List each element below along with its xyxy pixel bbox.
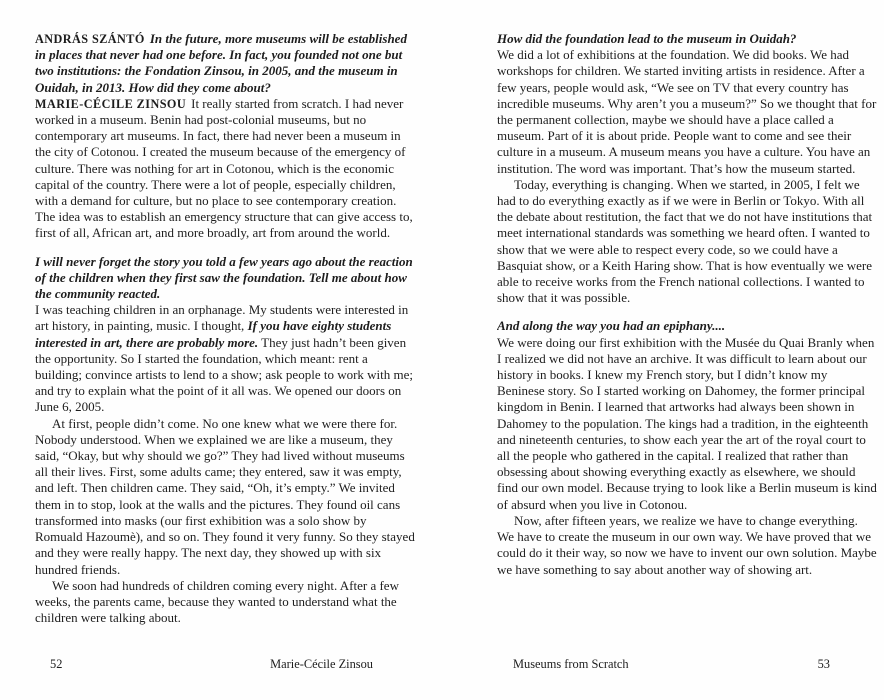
question-text: How did the foundation lead to the museum in Ouidah? [497, 31, 797, 46]
answer-text: It really started from scratch. I had never worked in a museum. Benin had post-colonial museums, but no contemporary art museums. In fact, there had never been a museum in the city of Cotonou. I created the museum because of the emergency of culture. There was nothing for art in Cotonou, which is the economic capital of the country. There were a lot of people, especially children, with a demand for culture, but no place to see contemporary creation. The idea was to establish an emergency structure that can give access to, first of all, African art, and more broadly, art from around the world. [35, 95, 413, 241]
speaker-name-interviewer: ANDRÁS SZÁNTÓ [35, 32, 145, 46]
interview-question [497, 31, 877, 47]
interview-question [35, 254, 415, 303]
answer-paragraph: Today, everything is changing. When we started, in 2005, I felt we had to do everything exactly as if we were in Berlin or Tokyo. With all the debate about restitution, the fact that we do not have institutions that meet international standards was something we heard often. I wanted to show that we were able to respect every code, so we could have a Basquiat show, or a Keith Haring show. That is how eventually we were able to receive works from the French national collections. I wanted to show that it was possible. [497, 176, 873, 306]
speaker-name-interviewee: MARIE-CÉCILE ZINSOU [35, 96, 187, 111]
running-footer-right: Museums from Scratch [513, 657, 629, 671]
answer-paragraph: We soon had hundreds of children coming every night. After a few weeks, the parents came, because they wanted to understand what the children were talking about. [35, 577, 399, 626]
interview-answer [35, 302, 415, 415]
page-number-right: 53 [817, 657, 830, 671]
running-footer-left: Marie-Cécile Zinsou [270, 657, 373, 671]
interview-answer: We did a lot of exhibitions at the foundation. We did books. We had workshops for children. We started inviting artists in residence. After a few years, people would ask, “We see on TV that every country has incredible museums. Why aren’t you a museum?” So we thought that for the permanent collection, maybe we should have a place called a museum. Part of it is about pride. People want to come and see their culture in a museum. A museum means you have a culture. You have an institution. The word was important. That’s how the museum started. [497, 47, 877, 176]
interview-question [35, 31, 415, 96]
question-text: And along the way you had an epiphany.... [497, 318, 726, 334]
answer-text: I was teaching children in an orphanage. My students were interested in art history, in painting, music. I thought, [35, 302, 409, 334]
inline-italic-phrase: If you have eighty students interested in art, there are probably more. [35, 318, 392, 350]
left-page-text-column [35, 31, 415, 626]
answer-text: They just hadn’t been given the opportunity. So I started the foundation, which meant: rent a building; convince artists to lend to a show; ask people to work with me; and try to explain what the point of it all was. We opened our doors on June 6, 2005. [35, 334, 414, 415]
answer-paragraph: At first, people didn’t come. No one knew what we were there for. Nobody understood. When we explained we are like a museum, they said, “Okay, but why should we go?” They had lived without museums all their lives. First, some adults came; they entered, saw it was empty, and left. Then children came. They said, “Oh, it’s empty.” We invited them in to stop, look at the walls and the pictures. They found oil cans transformed into masks (our first exhibition was a solo show by Romuald Hazoumè), and so on. They found it very funny. So they stayed and they were really happy. The next day, they showed up with six hundred friends. [35, 415, 415, 577]
page-number-left: 52 [50, 657, 63, 671]
answer-paragraph: Now, after fifteen years, we realize we have to change everything. We have to create the museum in our own way. We have proved that we could do it their way, so now we have to invent our own solution. Maybe we have something to say about another way of showing art. [497, 512, 877, 577]
question-text: I will never forget the story you told a few years ago about the reaction of the children when they first saw the foundation. Tell me about how the community reacted. [35, 253, 413, 302]
interview-answer [35, 96, 415, 242]
right-page-text-column [497, 31, 877, 578]
question-text: In the future, more museums will be established in places that never had one before. In fact, you founded not one but two institutions: the Fondation Zinsou, in 2005, and the museum in Ouidah, in 2013. How did they come about? [35, 31, 407, 95]
interview-answer: We were doing our first exhibition with the Musée du Quai Branly when I realized we did not have an archive. It was difficult to learn about our history in books. I knew my French story, but I didn’t know my Beninese story. So I started working on Dahomey, the former principal kingdom in Benin. I learned that artworks had always been shown in Dahomey to the population. The kings had a tradition, in the eighteenth and nineteenth centuries, to show each year the art of the royal court to all the people who gathered in the capital. I realized that rather than obsessing about showing everything exactly as elsewhere, we should find our own model. Because trying to look like a Berlin museum is kind of absurd when you live in Cotonou. [497, 334, 877, 512]
interview-question [497, 318, 877, 334]
